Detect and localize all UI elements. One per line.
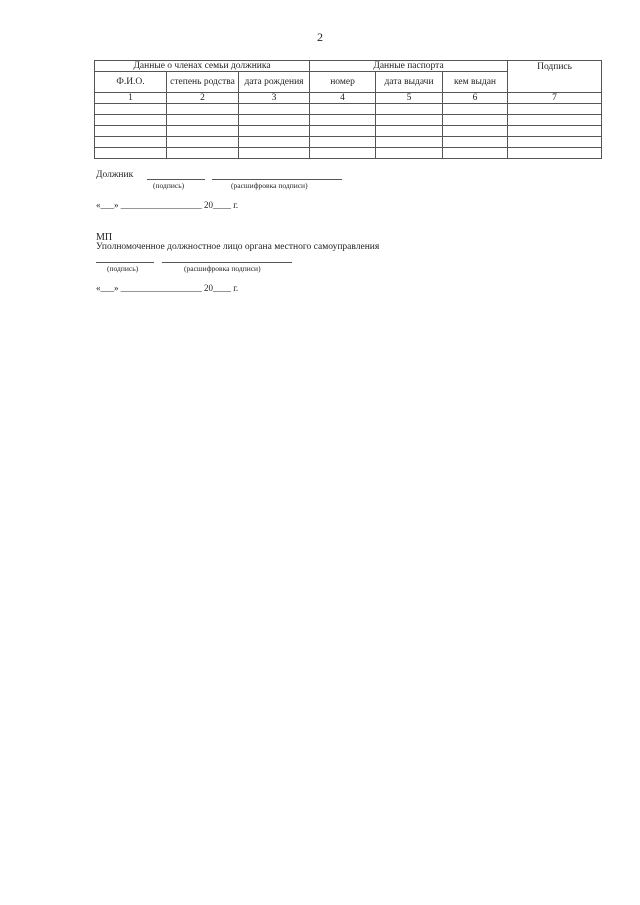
column-number: 6 (443, 93, 508, 104)
column-number: 5 (376, 93, 443, 104)
table-row (95, 104, 602, 115)
column-number: 2 (167, 93, 239, 104)
column-number: 1 (95, 93, 167, 104)
debtor-decode-caption: (расшифровка подписи) (231, 181, 308, 190)
debtor-decode-line (212, 179, 342, 180)
debtor-signature-caption: (подпись) (153, 181, 185, 190)
debtor-signature-line (147, 179, 205, 180)
header-signature: Подпись (508, 61, 602, 93)
header-birthdate: дата рождения (239, 72, 310, 93)
header-issue-date: дата выдачи (376, 72, 443, 93)
column-number-row (95, 93, 602, 104)
header-relation: степень родства (167, 72, 239, 93)
header-fio: Ф.И.О. (95, 72, 167, 93)
table-row (95, 148, 602, 159)
table-row (95, 137, 602, 148)
header-issued-by: кем выдан (443, 72, 508, 93)
family-passport-table (94, 60, 602, 159)
official-signature-caption: (подпись) (107, 264, 139, 273)
official-decode-line (162, 262, 292, 263)
header-passport-number: номер (310, 72, 376, 93)
table-row (95, 126, 602, 137)
official-signature-line (96, 262, 154, 263)
column-number: 4 (310, 93, 376, 104)
official-title: Уполномоченное должностное лицо органа местного самоуправления (96, 242, 380, 252)
debtor-label: Должник (96, 170, 134, 180)
page-number: 2 (317, 30, 323, 44)
official-date-line: «___» __________________ 20____ г. (96, 283, 239, 293)
column-number: 3 (239, 93, 310, 104)
column-number: 7 (508, 93, 602, 104)
header-family-group: Данные о членах семьи должника (95, 61, 310, 72)
official-decode-caption: (расшифровка подписи) (184, 264, 261, 273)
debtor-date-line: «___» __________________ 20____ г. (96, 200, 239, 210)
stamp-label: МП (96, 232, 113, 243)
header-passport-group: Данные паспорта (310, 61, 508, 72)
table-row (95, 115, 602, 126)
